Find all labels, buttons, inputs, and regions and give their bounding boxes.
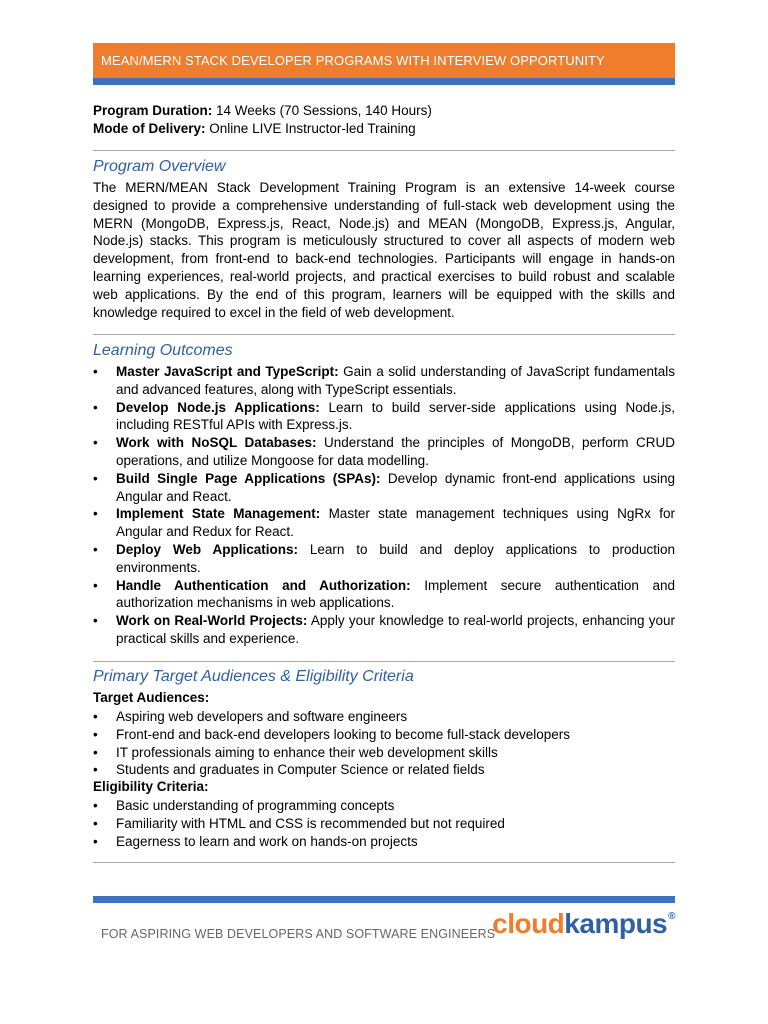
outcome-text: Understand the principles of MongoDB, perform CRUD operations, and utilize Mongoose for data modelling. <box>116 435 675 468</box>
footer-stripe <box>93 896 675 903</box>
outcome-text: Gain a solid understanding of JavaScript fundamentals and advanced features, along with TypeScript essentials. <box>116 364 675 397</box>
list-item <box>93 612 675 648</box>
list-item: • Familiarity with HTML and CSS is recommended but not required <box>93 815 675 833</box>
logo-cloud: cloud <box>492 908 565 939</box>
list-item <box>93 470 675 506</box>
list-item <box>93 541 675 577</box>
outcome-title: Work on Real-World Projects: <box>116 613 308 629</box>
logo-kampus: kampus <box>564 908 668 939</box>
outcomes-list <box>93 363 675 648</box>
header-stripe <box>93 78 675 85</box>
outcome-title: Implement State Management: <box>116 506 321 522</box>
delivery-line <box>93 120 675 138</box>
list-item: • Basic understanding of programming concepts <box>93 797 675 815</box>
outcome-title: Build Single Page Applications (SPAs): <box>116 470 381 486</box>
outcome-text: Apply your knowledge to real-world projects, enhancing your practical skills and experience. <box>116 613 676 646</box>
divider <box>93 150 675 151</box>
overview-text: The MERN/MEAN Stack Development Training Program is an extensive 14-week course designed to provide a comprehensive understanding of full-stack web development using the MERN (MongoDB, Express.js, React, Node.js) and MEAN (MongoDB, Express.js, Angular, Node.js) stacks. This program is meticulously structured to cover all aspects of modern web development, from front-end to back-end technologies. Participants will engage in hands-on learning experiences, real-world projects, and practical exercises to build robust and scalable web applications. By the end of this program, learners will be equipped with the skills and knowledge required to excel in the field of web development. <box>93 180 675 320</box>
divider <box>93 334 675 335</box>
outcome-title: Develop Node.js Applications: <box>116 399 320 415</box>
eligibility-label: Eligibility Criteria: <box>93 779 209 794</box>
delivery-label: Mode of Delivery: <box>93 121 206 136</box>
footer-tagline: FOR ASPIRING WEB DEVELOPERS AND SOFTWARE ENGINEERS <box>101 927 496 941</box>
header-banner <box>93 43 675 78</box>
outcome-text: Master state management techniques using NgRx for Angular and Redux for React. <box>116 506 675 540</box>
list-item: • IT professionals aiming to enhance their web development skills <box>93 744 675 762</box>
outcome-title: Deploy Web Applications: <box>116 541 298 557</box>
duration-value: 14 Weeks (70 Sessions, 140 Hours) <box>216 103 432 118</box>
outcome-text: Learn to build and deploy applications to production environments. <box>116 541 675 575</box>
program-meta <box>93 102 675 138</box>
list-item <box>93 363 675 399</box>
audiences-heading: Primary Target Audiences & Eligibility Criteria <box>93 668 414 685</box>
list-item: • Students and graduates in Computer Science or related fields <box>93 761 675 779</box>
outcome-text: Implement secure authentication and authorization mechanisms in web applications. <box>116 577 675 611</box>
overview-heading: Program Overview <box>93 158 226 175</box>
outcome-text: Learn to build server-side applications using Node.js, including RESTful APIs with Express.js. <box>116 399 675 433</box>
divider <box>93 862 675 863</box>
list-item <box>93 434 675 470</box>
outcome-title: Master JavaScript and TypeScript: <box>116 364 339 379</box>
cloudkampus-logo <box>492 908 675 940</box>
eligibility-list <box>93 797 675 850</box>
list-item: • Aspiring web developers and software engineers <box>93 708 675 726</box>
registered-mark: ® <box>668 911 675 922</box>
divider <box>93 661 675 662</box>
outcome-title: Work with NoSQL Databases: <box>116 435 317 451</box>
target-audiences-list <box>93 708 675 779</box>
list-item: • Front-end and back-end developers looking to become full-stack developers <box>93 726 675 744</box>
duration-label: Program Duration: <box>93 103 213 118</box>
outcomes-heading: Learning Outcomes <box>93 342 233 359</box>
list-item <box>93 399 675 435</box>
page-title: MEAN/MERN STACK DEVELOPER PROGRAMS WITH INTERVIEW OPPORTUNITY <box>101 53 605 68</box>
outcome-text: Develop dynamic front-end applications using Angular and React. <box>116 470 675 504</box>
outcome-title: Handle Authentication and Authorization: <box>116 577 411 593</box>
delivery-value: Online LIVE Instructor-led Training <box>209 121 416 136</box>
list-item: • Eagerness to learn and work on hands-on projects <box>93 833 675 851</box>
list-item <box>93 577 675 613</box>
target-audiences-label: Target Audiences: <box>93 690 210 705</box>
list-item <box>93 505 675 541</box>
duration-line <box>93 102 675 120</box>
